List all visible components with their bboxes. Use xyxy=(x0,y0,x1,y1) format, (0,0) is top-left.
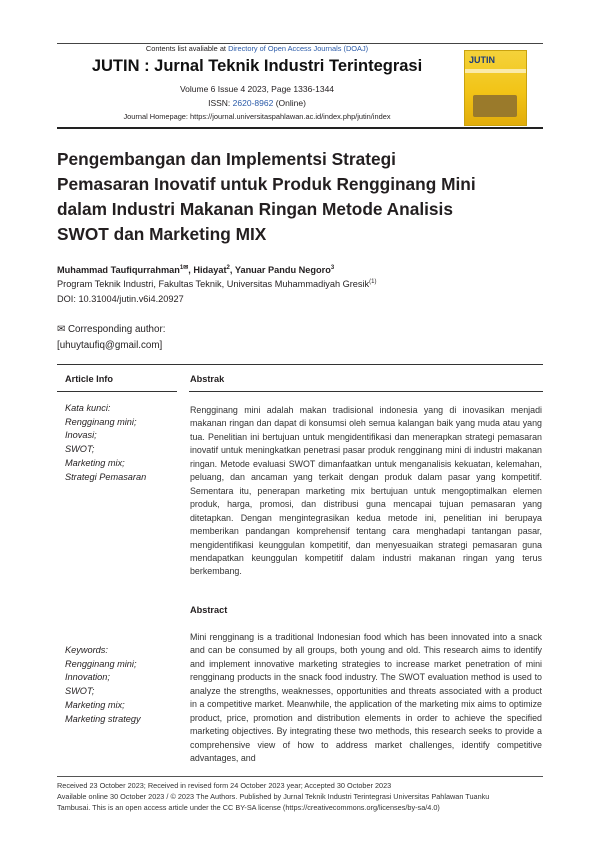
keyword-item: Rengginang mini; xyxy=(65,658,137,669)
footer-license: Tambusai. This is an open access article under the CC BY-SA license (https://creativecommons.org/licenses/by-sa/4.0) xyxy=(57,803,440,813)
table-header-rule xyxy=(189,391,543,392)
journal-cover-image xyxy=(464,50,527,126)
keyword-item: Marketing strategy xyxy=(65,713,141,724)
author-name: Hidayat xyxy=(193,265,227,276)
title-line: dalam Industri Makanan Ringan Metode Analisis xyxy=(57,199,453,219)
corresponding-label: Corresponding author: xyxy=(67,324,166,335)
author-list xyxy=(57,264,334,275)
keyword-item: SWOT; xyxy=(65,444,95,455)
contents-list-line xyxy=(57,44,457,53)
keyword-item: Rengginang mini; xyxy=(65,416,137,427)
abstrak-text: Rengginang mini adalah makan tradisional indonesia yang di inovasikan menjadi makanan ringan dan dapat di konsumsi oleh semua kalangan baik yang muda atau yang tua. Penelitian ini bertujuan untuk mengidentifikasi dan menerapkan strategi pemasaran inovatif untuk meningkatkan penetrasi pasar produk rengginang mini di industri makanan ringan. Metode evaluasi SWOT dimanfaatkan untuk menganalisis kekuatan, kelemahan, peluang, dan ancaman yang terkait dengan produk dalam pasar yang kompetitif. Sementara itu, penerapan marketing mix bertujuan untuk mengoptimalkan elemen produk, harga, promosi, dan distribusi guna mencapai tujuan pemasaran yang ditetapkan. Dengan mengintegrasikan kedua metode ini, penelitian ini berupaya memberikan pandangan komprehensif tentang cara menghadapi tantangan pasar, mengidentifikasi keunggulan kompetitif, dan menyesuaikan strategi pemasaran guna mendapatkan keunggulan kompetitif dalam industri makanan ringan yang terus berkembang. xyxy=(190,405,542,577)
article-footer xyxy=(57,780,543,814)
footer-publication: Available online 30 October 2023 / © 2023 The Authors. Published by Jurnal Teknik Industri Terintegrasi Universitas Pahlawan Tuanku xyxy=(57,792,490,802)
issn-label: ISSN: xyxy=(208,98,231,108)
cover-logo: JUTIN xyxy=(469,55,496,65)
issn-link[interactable]: 2620-8962 xyxy=(232,98,274,108)
article-title xyxy=(57,147,543,247)
table-header-rule xyxy=(57,391,177,392)
keywords-en xyxy=(65,644,141,726)
header-rule xyxy=(57,127,543,129)
author-name: Muhammad Taufiqurrahman xyxy=(57,265,180,276)
footer-rule xyxy=(57,776,543,777)
article-info-header: Article Info xyxy=(65,374,113,384)
contents-prefix: Contents list avaliable at xyxy=(145,44,226,53)
journal-title: JUTIN : Jurnal Teknik Industri Terintegrasi xyxy=(91,57,423,75)
affiliation xyxy=(57,279,377,289)
author-name: Yanuar Pandu Negoro xyxy=(234,265,331,276)
abstrak-header: Abstrak xyxy=(190,374,225,384)
affiliation-text: Program Teknik Industri, Fakultas Teknik, Universitas Muhammadiyah Gresik xyxy=(57,279,370,290)
keyword-item: Keywords: xyxy=(65,645,108,655)
keyword-item: Innovation; xyxy=(65,672,110,683)
corresponding-author xyxy=(57,324,165,335)
footer-dates: Received 23 October 2023; Received in revised form 24 October 2023 year; Accepted 30 October 2023 xyxy=(57,781,392,790)
abstract-text: Mini rengginang is a traditional Indonesian food which has been innovated into a snack and can be consumed by all groups, both young and old. This research aims to identify and implement innovative marketing strategies to increase market penetration of mini rengginang products in the snack food industry. The SWOT evaluation method is used to analyze the strengths, weaknesses, opportunities and threats associated with a product in a competitive market. Meanwhile, the application of the marketing mix aims to optimize product, price, promotion and distribution elements in order to achieve the specified marketing objectives. By integrating these two methods, this research seeks to provide a comprehensive view of how to address market challenges, identify competitive advantages, and xyxy=(190,632,542,764)
keyword-item: Kata kunci: xyxy=(65,403,111,413)
title-line: Pemasaran Inovatif untuk Produk Rengginang Mini xyxy=(57,174,476,194)
corresponding-email[interactable]: [uhuytaufiq@gmail.com] xyxy=(57,340,163,351)
affiliation-sup: (1) xyxy=(369,279,377,285)
doaj-link[interactable]: Directory of Open Access Journals (DOAJ) xyxy=(228,44,369,53)
doi[interactable]: DOI: 10.31004/jutin.v6i4.20927 xyxy=(57,294,184,304)
journal-homepage[interactable]: Journal Homepage: https://journal.universitaspahlawan.ac.id/index.php/jutin/index xyxy=(123,112,391,121)
author-sep: , xyxy=(188,265,194,276)
keyword-item: SWOT; xyxy=(65,686,95,697)
cover-band xyxy=(465,69,526,73)
cover-picture xyxy=(473,95,517,117)
keywords-id xyxy=(65,402,146,484)
keyword-item: Marketing mix; xyxy=(65,699,125,710)
issn-line xyxy=(57,98,457,108)
keyword-item: Inovasi; xyxy=(65,430,97,441)
keyword-item: Marketing mix; xyxy=(65,457,125,468)
volume-info: Volume 6 Issue 4 2023, Page 1336-1344 xyxy=(179,84,335,94)
keyword-item: Strategi Pemasaran xyxy=(65,471,147,482)
issn-suffix: (Online) xyxy=(275,98,306,108)
mail-icon: ✉ xyxy=(57,324,66,335)
author-sep: , xyxy=(229,265,235,276)
author-sup: 1✉ xyxy=(179,265,189,271)
author-sup: 2 xyxy=(226,265,230,271)
title-line: SWOT dan Marketing MIX xyxy=(57,224,267,244)
author-sup: 3 xyxy=(330,265,335,271)
table-top-rule xyxy=(57,364,543,365)
abstract-header: Abstract xyxy=(190,605,228,615)
title-line: Pengembangan dan Implementsi Strategi xyxy=(57,149,396,169)
